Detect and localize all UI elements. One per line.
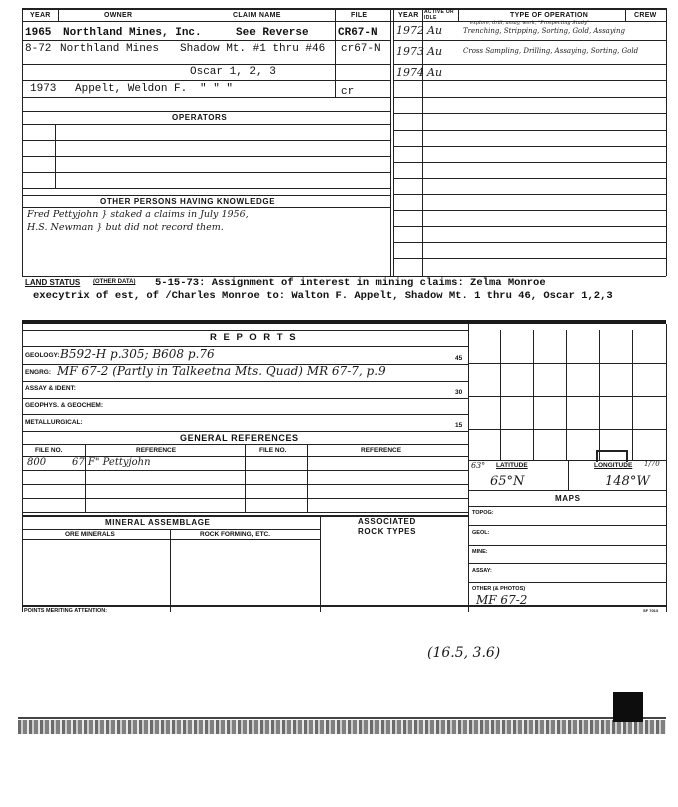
engrg-label: ENGRG: (25, 369, 51, 376)
owner-row-4-owner: Appelt, Weldon F. (75, 83, 188, 95)
scan-noise-band (18, 720, 666, 734)
ref-file-no-2: FILE NO. (259, 447, 287, 454)
activity-1-status: Au (427, 24, 443, 37)
geology-value: B592-H p.305; B608 p.76 (60, 347, 215, 361)
rock-forming-label: ROCK FORMING, ETC. (200, 531, 271, 538)
owner-row-1-owner: Northland Mines, Inc. (63, 27, 202, 39)
owner-row-4-claim: " " " (200, 83, 234, 95)
maps-topog: TOPOG: (472, 510, 494, 516)
owner-row-1-file: CR67-N (338, 27, 378, 39)
geology-label: GEOLOGY: (25, 352, 60, 359)
ore-minerals-label: ORE MINERALS (65, 531, 115, 538)
maps-geol: GEOL: (472, 530, 490, 536)
engrg-value: MF 67-2 (Partly in Talkeetna Mts. Quad) MR 67-7, p.9 (57, 364, 386, 378)
owner-row-4-year: 1973 (30, 83, 57, 95)
activity-2-operation: Cross Sampling, Drilling, Assaying, Sorting, Gold (463, 47, 639, 55)
longitude-label: LONGITUDE (594, 462, 633, 469)
owner-row-4-file: cr (341, 86, 355, 98)
ref-reference: REFERENCE (136, 447, 177, 454)
latitude-value: 65°N (490, 474, 525, 489)
header-year: YEAR (30, 12, 51, 19)
land-status-line-2: execytrix of est, of /Charles Monroe to: Walton F. Appelt, Shadow Mt. 1 thru 46, Oscar 1,2,3 (33, 290, 613, 302)
assay-label: ASSAY & IDENT: (25, 385, 76, 392)
owner-row-2-owner: Northland Mines (60, 43, 160, 55)
longitude-note: 1/70 (644, 460, 660, 468)
header-owner: OWNER (104, 12, 133, 19)
maps-mine: MINE: (472, 549, 488, 555)
longitude-value: 148°W (605, 474, 650, 489)
corner-black-block (613, 692, 643, 722)
rock-types-label: ROCK TYPES (358, 527, 417, 536)
land-status-line-1: 5-15-73: Assignment of interest in mining claims: Zelma Monroe (155, 277, 546, 289)
others-note-1: Fred Pettyjohn } staked a claims in July 1956, (27, 209, 249, 220)
others-note-2: H.S. Newman } but did not record them. (27, 222, 224, 233)
operation-top-note: explore, drill, assay, work, "Prospecting Study" (470, 20, 590, 26)
maps-other: OTHER (& PHOTOS) (472, 586, 526, 592)
operators-label: OPERATORS (172, 113, 228, 122)
owner-row-1-claim: See Reverse (236, 27, 309, 39)
activity-2-status: Au (427, 45, 443, 58)
maps-title: MAPS (555, 494, 581, 503)
maps-assay: ASSAY: (472, 568, 492, 574)
owner-row-2-claim: Shadow Mt. #1 thru #46 (180, 43, 326, 55)
land-status-sub: (OTHER DATA) (93, 279, 136, 285)
num-30: 30 (455, 389, 463, 396)
coordinate-note: (16.5, 3.6) (427, 645, 501, 661)
others-label: OTHER PERSONS HAVING KNOWLEDGE (100, 197, 276, 206)
land-status-label: LAND STATUS (25, 278, 81, 287)
header-file: FILE (351, 12, 368, 19)
ref-file-no: FILE NO. (35, 447, 63, 454)
maps-other-value: MF 67-2 (476, 593, 528, 607)
ref-row-1-ref: 67 F" Pettyjohn (72, 457, 151, 468)
owner-row-2-year: 8-72 (25, 43, 52, 55)
header-year-2: YEAR (398, 12, 419, 19)
header-active-idle: ACTIVE OR IDLE (424, 9, 454, 21)
num-15: 15 (455, 422, 463, 429)
points-meriting-attention: POINTS MERITING ATTENTION: (24, 608, 108, 614)
ref-reference-2: REFERENCE (361, 447, 402, 454)
associated-label: ASSOCIATED (358, 517, 416, 526)
metallurgical-label: METALLURGICAL: (25, 419, 83, 426)
reports-title: R E P O R T S (210, 332, 298, 343)
activity-3-status: Au (427, 66, 443, 79)
activity-1-year: 1972 (396, 24, 424, 37)
scan-noise-thin-line (18, 717, 666, 719)
form-number: SF 7013 (643, 608, 659, 613)
geophys-label: GEOPHYS. & GEOCHEM: (25, 402, 104, 409)
activity-3-year: 1974 (396, 66, 424, 79)
mineral-title: MINERAL ASSEMBLAGE (105, 518, 211, 527)
header-claim-name: CLAIM NAME (233, 12, 281, 19)
activity-1-operation: Trenching, Stripping, Sorting, Gold, Assaying (463, 27, 626, 35)
owner-row-1-year: 1965 (25, 27, 52, 39)
header-type-of-operation: TYPE OF OPERATION (510, 12, 589, 19)
latitude-label: LATITUDE (496, 462, 528, 469)
general-refs-title: GENERAL REFERENCES (180, 433, 299, 443)
activity-2-year: 1973 (396, 45, 424, 58)
coord-mark: 63° (471, 461, 486, 470)
ref-row-1-file: 800 (27, 457, 47, 468)
num-45: 45 (455, 355, 463, 362)
owner-row-3-claim: Oscar 1, 2, 3 (190, 66, 276, 78)
owner-row-2-file: cr67-N (341, 43, 381, 55)
header-crew: CREW (634, 12, 657, 19)
